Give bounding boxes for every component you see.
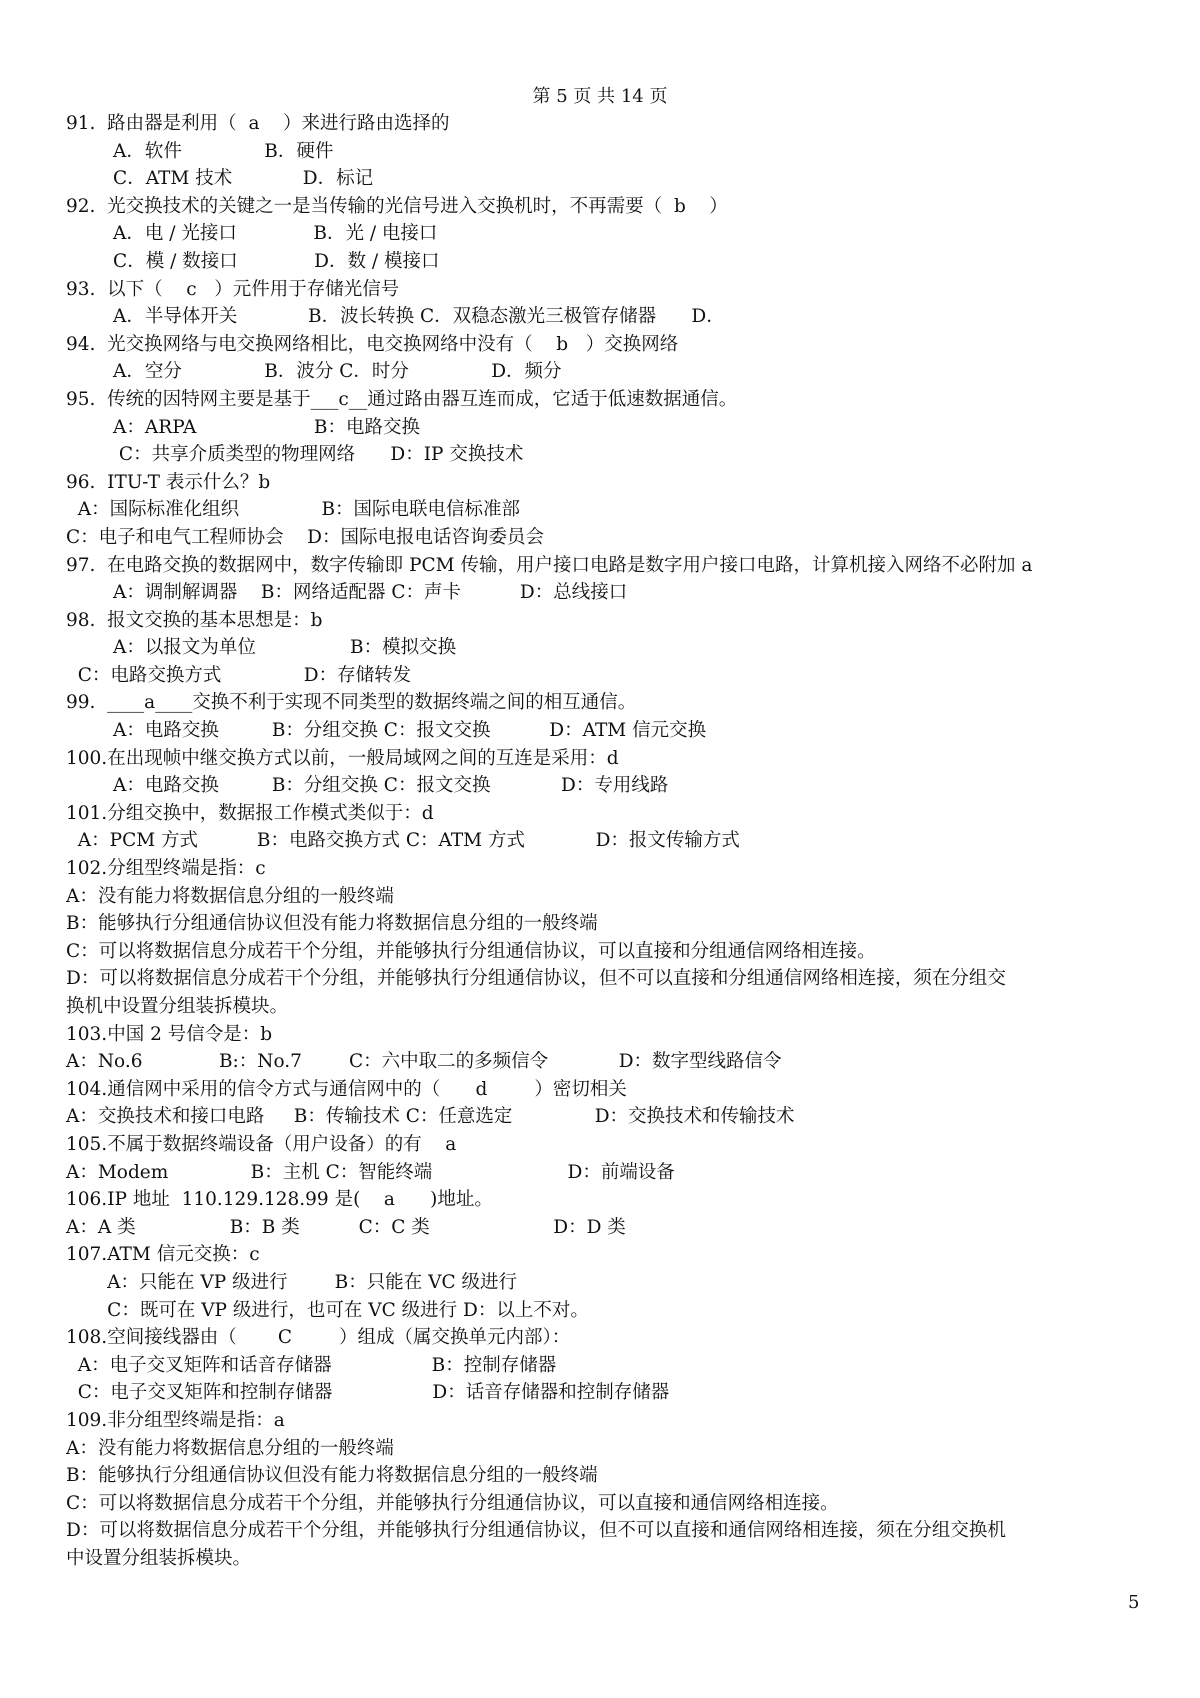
question-list <box>66 110 1146 1572</box>
q96-options-cd: C：电子和电气工程师协会 D：国际电报电话咨询委员会 <box>66 526 545 548</box>
q103-question: 103.中国 2 号信令是：b <box>66 1023 273 1045</box>
q98-options-ab: A：以报文为单位 B：模拟交换 <box>66 637 457 659</box>
q93-question: 93. 以下（ c ）元件用于存储光信号 <box>66 278 400 300</box>
q109-option-d-cont: 中设置分组装拆模块。 <box>66 1547 252 1569</box>
q99-question: 99. ____a____交换不利于实现不同类型的数据终端之间的相互通信。 <box>66 692 637 714</box>
q106-options: A：A 类 B：B 类 C：C 类 D：D 类 <box>66 1216 626 1238</box>
q103-options: A：No.6 B:：No.7 C：六中取二的多频信令 D：数字型线路信令 <box>66 1051 782 1073</box>
q97-question: 97. 在电路交换的数据网中，数字传输即 PCM 传输，用户接口电路是数字用户接口电路，计算机接入网络不必附加 a <box>66 554 1033 576</box>
q109-question: 109.非分组型终端是指：a <box>66 1409 285 1431</box>
q91-question: 91. 路由器是利用（ a ）来进行路由选择的 <box>66 113 450 134</box>
q107-question: 107.ATM 信元交换：c <box>66 1244 260 1266</box>
q95-options-cd: C：共享介质类型的物理网络 D：IP 交换技术 <box>66 444 524 466</box>
q102-option-b: B：能够执行分组通信协议但没有能力将数据信息分组的一般终端 <box>66 913 598 935</box>
q98-options-cd: C：电路交换方式 D：存储转发 <box>66 664 412 686</box>
q100-options: A：电路交换 B：分组交换 C：报文交换 D：专用线路 <box>66 775 669 797</box>
q101-options: A：PCM 方式 B：电路交换方式 C：ATM 方式 D：报文传输方式 <box>66 830 740 852</box>
q101-question: 101.分组交换中，数据报工作模式类似于：d <box>66 802 434 824</box>
q102-question: 102.分组型终端是指：c <box>66 858 266 880</box>
q107-options-ab: A：只能在 VP 级进行 B：只能在 VC 级进行 <box>66 1271 518 1293</box>
q96-question: 96. ITU-T 表示什么？b <box>66 471 271 493</box>
q102-option-c: C：可以将数据信息分成若干个分组，并能够执行分组通信协议，可以直接和分组通信网络相连接。 <box>66 940 876 962</box>
q102-option-d: D：可以将数据信息分成若干个分组，并能够执行分组通信协议，但不可以直接和分组通信网络相连接，须在分组交 <box>66 968 1006 990</box>
q92-options-ab: A．电 / 光接口 B．光 / 电接口 <box>66 223 438 245</box>
q94-options: A．空分 B．波分 C．时分 D．频分 <box>66 361 562 383</box>
q93-options: A．半导体开关 B．波长转换 C．双稳态激光三极管存储器 D． <box>66 306 725 328</box>
q97-options: A：调制解调器 B：网络适配器 C：声卡 D：总线接口 <box>66 582 628 604</box>
page-number: 5 <box>1128 1592 1140 1613</box>
q100-question: 100.在出现帧中继交换方式以前，一般局域网之间的互连是采用：d <box>66 747 619 769</box>
q108-options-cd: C：电子交叉矩阵和控制存储器 D：话音存储器和控制存储器 <box>66 1382 670 1404</box>
q92-options-cd: C．模 / 数接口 D．数 / 模接口 <box>66 250 440 272</box>
q109-option-b: B：能够执行分组通信协议但没有能力将数据信息分组的一般终端 <box>66 1465 598 1487</box>
q91-options-cd: C．ATM 技术 D．标记 <box>66 168 374 190</box>
q91-options-ab: A．软件 B．硬件 <box>66 140 334 162</box>
q94-question: 94. 光交换网络与电交换网络相比，电交换网络中没有（ b ）交换网络 <box>66 333 679 355</box>
q107-options-cd: C：既可在 VP 级进行，也可在 VC 级进行 D：以上不对。 <box>66 1299 589 1321</box>
q104-question: 104.通信网中采用的信令方式与通信网中的（ d ）密切相关 <box>66 1078 627 1100</box>
q108-question: 108.空间接线器由（ C ）组成（属交换单元内部）： <box>66 1327 571 1349</box>
q95-question: 95. 传统的因特网主要是基于___c__通过路由器互连而成，它适于低速数据通信。 <box>66 388 738 410</box>
q109-option-a: A：没有能力将数据信息分组的一般终端 <box>66 1437 394 1459</box>
q92-question: 92. 光交换技术的关键之一是当传输的光信号进入交换机时，不再需要（ b ） <box>66 195 728 217</box>
q102-option-a: A：没有能力将数据信息分组的一般终端 <box>66 885 394 907</box>
q109-option-d: D：可以将数据信息分成若干个分组，并能够执行分组通信协议，但不可以直接和通信网络相连接，须在分组交换机 <box>66 1520 1006 1542</box>
q95-options-ab: A：ARPA B：电路交换 <box>66 416 421 438</box>
q98-question: 98. 报文交换的基本思想是：b <box>66 609 323 631</box>
q99-options: A：电路交换 B：分组交换 C：报文交换 D：ATM 信元交换 <box>66 720 707 742</box>
q105-question: 105.不属于数据终端设备（用户设备）的有 a <box>66 1133 457 1155</box>
q105-options: A：Modem B：主机 C：智能终端 D：前端设备 <box>66 1161 675 1183</box>
q106-question: 106.IP 地址 110.129.128.99 是( a )地址。 <box>66 1189 493 1211</box>
q108-options-ab: A：电子交叉矩阵和话音存储器 B：控制存储器 <box>66 1354 557 1376</box>
q104-options: A：交换技术和接口电路 B：传输技术 C：任意选定 D：交换技术和传输技术 <box>66 1106 795 1128</box>
q102-option-d-cont: 换机中设置分组装拆模块。 <box>66 996 289 1017</box>
q96-options-ab: A：国际标准化组织 B：国际电联电信标准部 <box>66 499 521 521</box>
page-header: 第 5 页 共 14 页 <box>532 86 668 107</box>
q109-option-c: C：可以将数据信息分成若干个分组，并能够执行分组通信协议，可以直接和通信网络相连接。 <box>66 1492 839 1514</box>
